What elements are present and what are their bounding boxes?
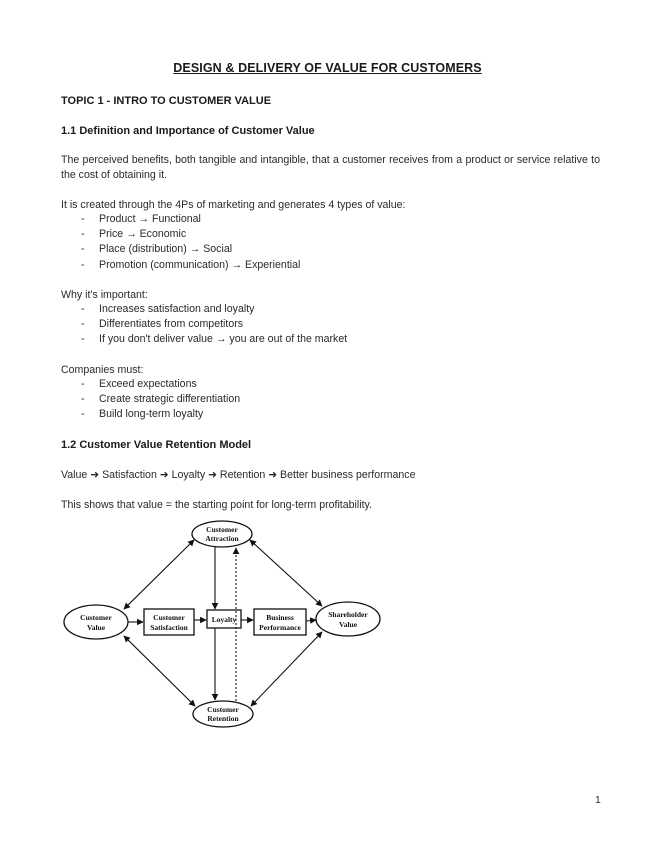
list-item: - Differentiates from competitors (81, 318, 244, 331)
conclusion-text: This shows that value = the starting point for long-term profitability. (61, 499, 372, 511)
companies-intro-text: Companies must: (61, 364, 144, 376)
list-item: - If you don't deliver value → you are out of the market (81, 333, 348, 346)
value-types-list (61, 212, 300, 273)
svg-text:Customer: Customer (80, 613, 112, 622)
node-customer-attraction (192, 521, 252, 547)
section-1-1-heading: 1.1 Definition and Importance of Customer Value (61, 125, 315, 137)
list-item: - Create strategic differentiation (81, 393, 241, 406)
svg-text:Customer: Customer (153, 613, 185, 622)
svg-text:Satisfaction: Satisfaction (150, 623, 188, 632)
arrow-attraction-value (124, 540, 194, 609)
list-item: - Promotion (communication) → Experiential (81, 258, 301, 271)
svg-text:Attraction: Attraction (205, 534, 239, 543)
node-customer-satisfaction (144, 609, 194, 635)
list-item: - Increases satisfaction and loyalty (81, 303, 255, 315)
value-chain-text: Value ➜ Satisfaction ➜ Loyalty ➜ Retention ➜ Better business performance (61, 469, 416, 481)
svg-text:Customer: Customer (207, 705, 239, 714)
node-customer-retention (193, 701, 253, 727)
created-intro-text: It is created through the 4Ps of marketing and generates 4 types of value: (61, 199, 406, 211)
svg-text:Loyalty: Loyalty (211, 615, 237, 624)
svg-text:Value: Value (86, 623, 106, 632)
svg-text:Performance: Performance (259, 623, 301, 632)
list-item: - Product → Functional (81, 213, 201, 225)
arrow-shareholder-retention (251, 632, 322, 706)
customer-value-retention-diagram (60, 518, 390, 730)
list-item: - Place (distribution) → Social (81, 243, 233, 256)
list-item: - Exceed expectations (81, 378, 197, 390)
important-intro-text: Why it's important: (61, 289, 148, 301)
svg-text:Customer: Customer (206, 525, 238, 534)
list-item: - Build long-term loyalty (81, 408, 204, 421)
companies-list (61, 377, 240, 423)
node-customer-value (64, 605, 128, 639)
arrow-attraction-shareholder (250, 540, 322, 606)
svg-text:Value: Value (338, 620, 358, 629)
svg-text:Business: Business (266, 613, 294, 622)
document-title: DESIGN & DELIVERY OF VALUE FOR CUSTOMERS (173, 61, 482, 75)
topic-heading: TOPIC 1 - INTRO TO CUSTOMER VALUE (61, 95, 272, 107)
node-shareholder-value (316, 602, 380, 636)
arrow-value-retention (124, 636, 195, 706)
definition-paragraph: The perceived benefits, both tangible and intangible, that a customer receives from a product or service relative to the cost of obtaining it. (61, 154, 600, 181)
importance-list (61, 302, 347, 348)
svg-text:Retention: Retention (207, 714, 239, 723)
section-1-2-heading: 1.2 Customer Value Retention Model (61, 439, 252, 451)
page-number: 1 (595, 794, 601, 806)
node-business-performance (254, 609, 306, 635)
list-item: - Price → Economic (81, 228, 187, 241)
arrow-performance-shareholder (306, 620, 316, 621)
svg-text:Shareholder: Shareholder (328, 610, 368, 619)
